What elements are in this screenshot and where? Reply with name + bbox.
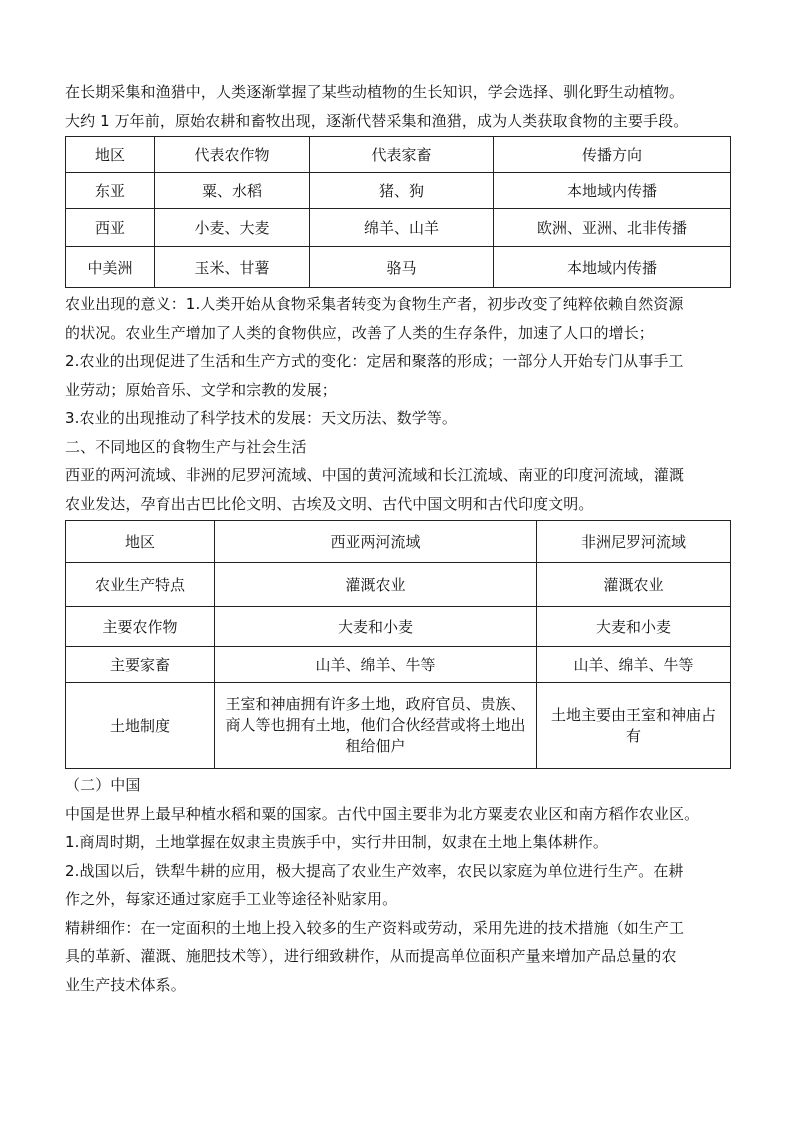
table-cell: 中美洲: [66, 247, 155, 288]
body-line: 西亚的两河流域、非洲的尼罗河流域、中国的黄河流域和长江流域、南亚的印度河流域，灌溉: [65, 466, 685, 484]
table-row: [66, 247, 731, 288]
table-header-cell: 传播方向: [494, 137, 731, 173]
document-page: [65, 78, 730, 999]
table-cell: 灌溉农业: [215, 563, 537, 607]
body-line: 业生产技术体系。: [65, 975, 186, 994]
section-heading: （二）中国: [65, 776, 141, 794]
intro-line: 在长期采集和渔猎中，人类逐渐掌握了某些动植物的生长知识，学会选择、驯化野生动植物。: [65, 83, 685, 101]
section-heading: 二、不同地区的食物生产与社会生活: [65, 437, 307, 456]
table-cell: 欧洲、亚洲、北非传播: [494, 209, 731, 247]
body-line: 具的革新、灌溉、施肥技术等），进行细致耕作，从而提高单位面积产量来增加产品总量的农: [65, 947, 677, 965]
significance-line: 农业出现的意义：1.人类开始从食物采集者转变为食物生产者，初步改变了纯粹依赖自然资源: [65, 295, 684, 313]
table-cell: 灌溉农业: [537, 563, 731, 607]
table-header-cell: 代表农作物: [155, 137, 310, 173]
table-row: [66, 563, 731, 607]
table-row: [66, 683, 731, 769]
body-line: 精耕细作：在一定面积的土地上投入较多的生产资料或劳动，采用先进的技术措施（如生产工: [65, 918, 685, 937]
table-header-row: [66, 521, 731, 563]
table-cell: 粟、水稻: [155, 173, 310, 209]
table-cell: 绵羊、山羊: [310, 209, 494, 247]
significance-line: 3.农业的出现推动了科学技术的发展：天文历法、数学等。: [65, 409, 458, 427]
table-cell: 小麦、大麦: [155, 209, 310, 247]
table-cell: 东亚: [66, 173, 155, 209]
body-line: 作之外，每家还通过家庭手工业等途径补贴家用。: [65, 890, 398, 908]
body-line: 农业发达，孕育出古巴比伦文明、古埃及文明、古代中国文明和古代印度文明。: [65, 494, 594, 513]
table-header-cell: 西亚两河流域: [215, 521, 537, 563]
significance-line: 2.农业的出现促进了生活和生产方式的变化：定居和聚落的形成；一部分人开始专门从事手工: [65, 352, 684, 370]
table-row: [66, 607, 731, 647]
table-cell: 主要农作物: [66, 607, 215, 647]
significance-line: 业劳动；原始音乐、文学和宗教的发展；: [65, 380, 337, 399]
table-row: [66, 173, 731, 209]
table-cell: 本地域内传播: [494, 247, 731, 288]
significance-line: 的状况。农业生产增加了人类的食物供应，改善了人类的生存条件，加速了人口的增长；: [65, 323, 654, 342]
table-row: [66, 209, 731, 247]
table-row: [66, 647, 731, 683]
table-cell: 大麦和小麦: [537, 607, 731, 647]
table-header-cell: 代表家畜: [310, 137, 494, 173]
table-cell: 土地主要由王室和神庙占有: [537, 683, 731, 769]
table-cell: 山羊、绵羊、牛等: [537, 647, 731, 683]
table-cell: 主要家畜: [66, 647, 215, 683]
body-line: 2.战国以后，铁犁牛耕的应用，极大提高了农业生产效率，农民以家庭为单位进行生产。在耕: [65, 861, 684, 880]
table-cell: 西亚: [66, 209, 155, 247]
table-header-row: [66, 137, 731, 173]
table-header-cell: 地区: [66, 521, 215, 563]
table-cell: 本地域内传播: [494, 173, 731, 209]
table-cell: 土地制度: [66, 683, 215, 769]
crop-origin-table: [65, 136, 731, 288]
body-line: 1.商周时期，土地掌握在奴隶主贵族手中，实行井田制，奴隶在土地上集体耕作。: [65, 833, 609, 851]
intro-line: 大约 1 万年前，原始农耕和畜牧出现，逐渐代替采集和渔猎，成为人类获取食物的主要手段。: [65, 111, 689, 130]
table-header-cell: 地区: [66, 137, 155, 173]
table-cell: 农业生产特点: [66, 563, 215, 607]
table-cell: 玉米、甘薯: [155, 247, 310, 288]
table-cell: 山羊、绵羊、牛等: [215, 647, 537, 683]
table-header-cell: 非洲尼罗河流域: [537, 521, 731, 563]
table-cell: 猪、狗: [310, 173, 494, 209]
table-cell: 大麦和小麦: [215, 607, 537, 647]
river-civilization-table: [65, 520, 731, 769]
table-cell: 骆马: [310, 247, 494, 288]
body-line: 中国是世界上最早种植水稻和粟的国家。古代中国主要非为北方粟麦农业区和南方稻作农业区。: [65, 804, 700, 823]
table-cell: 王室和神庙拥有许多土地，政府官员、贵族、商人等也拥有土地，他们合伙经营或将土地出租给佃户: [215, 683, 537, 769]
